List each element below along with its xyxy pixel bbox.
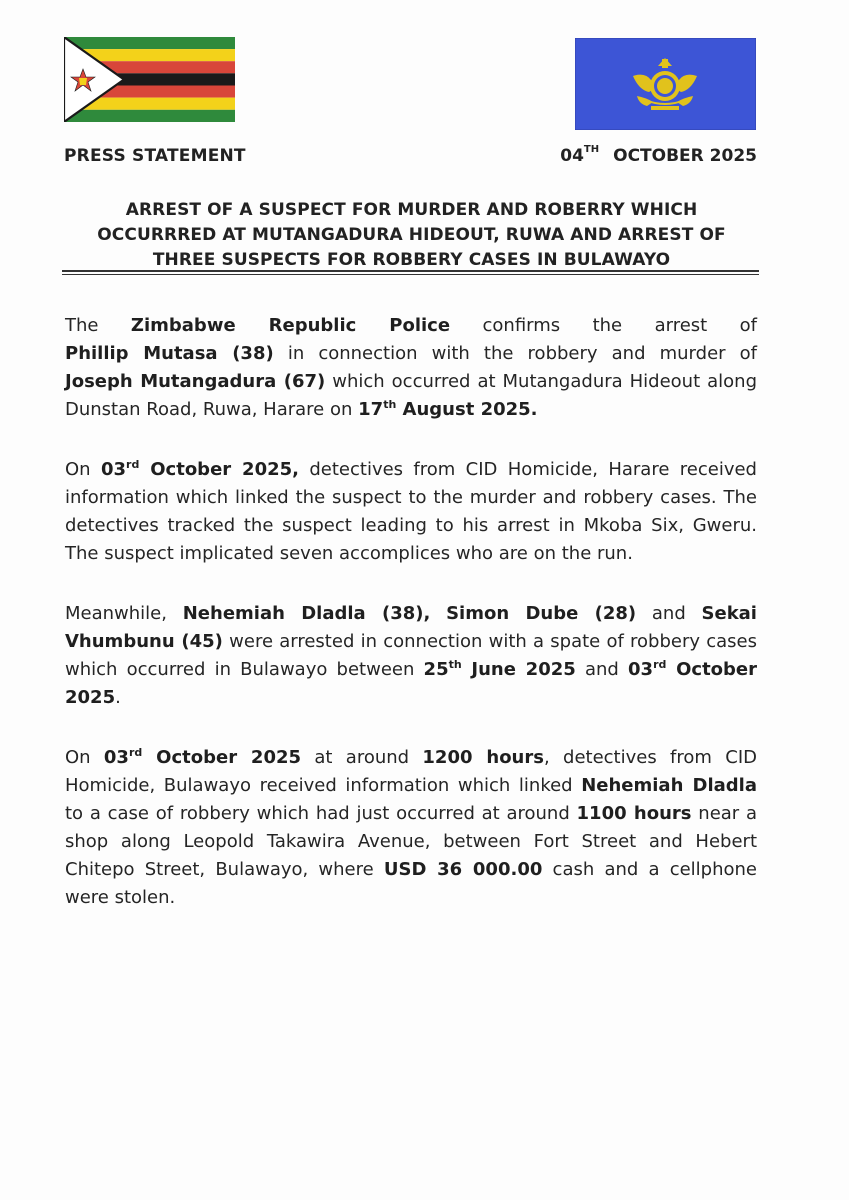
statement-date [560,146,757,166]
press-statement-label: PRESS STATEMENT [64,146,246,166]
zrp-flag-icon [575,38,756,130]
paragraph-1: The Zimbabwe Republic Police confirms the arrest of Phillip Mutasa (38) in connection with the robbery and murder of Joseph Mutangadura (67) which occurred at Mutangadura Hideout along Dunstan Road, Ruwa, Harare on 17th August 2025. [65,315,757,420]
headline [64,198,759,273]
statement-body [65,312,757,944]
header-row [64,146,759,174]
headline-line-3: THREE SUSPECTS FOR ROBBERY CASES IN BULAWAYO [152,250,671,270]
date-suffix: TH [583,144,600,156]
paragraph-2: On 03rd October 2025, detectives from CID Homicide, Harare received information which linked the suspect to the murder and robbery cases. The detectives tracked the suspect leading to his arrest in Mkoba Six, Gweru. The suspect implicated seven accomplices who are on the run. [65,458,757,564]
zimbabwe-flag-icon [64,37,235,122]
date-day: 04 [560,146,584,166]
headline-line-1: ARREST OF A SUSPECT FOR MURDER AND ROBERRY WHICH [125,200,698,220]
date-month-year: OCTOBER 2025 [613,146,757,166]
headline-line-2: OCCURRRED AT MUTANGADURA HIDEOUT, RUWA AND ARREST OF [97,225,726,245]
paragraph-3: Meanwhile, Nehemiah Dladla (38), Simon Dube (28) and Sekai Vhumbunu (45) were arrested in connection with a spate of robbery cases which occurred in Bulawayo between 25th June 2025 and 03rd October 2025. [65,603,758,708]
headline-rule-thick [62,270,759,272]
paragraph-4: On 03rd October 2025 at around 1200 hours, detectives from CID Homicide, Bulawayo received information which linked Nehemiah Dladla to a case of robbery which had just occurred at around 1100 hours near a shop along Leopold Takawira Avenue, between Fort Street and Hebert Chitepo Street, Bulawayo, where USD 36 000.00 cash and a cellphone were stolen. [65,746,757,908]
headline-rule-thin [62,274,759,275]
